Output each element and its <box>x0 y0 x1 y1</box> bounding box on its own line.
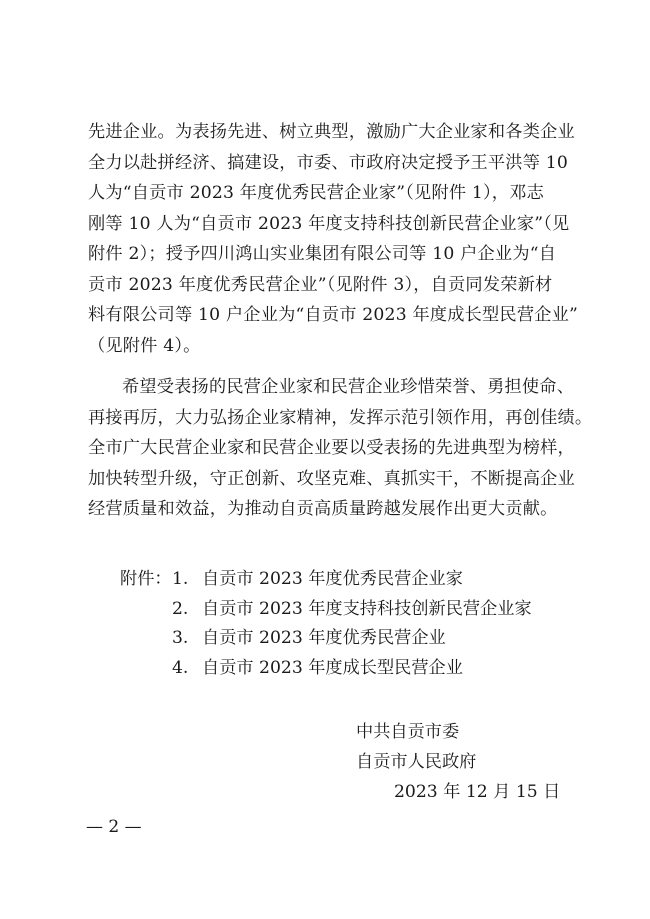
body-line: （见附件 4）。 <box>88 335 201 356</box>
attachment-title: 自贡市 2023 年度优秀民营企业 <box>202 628 446 648</box>
attachment-item <box>120 595 532 625</box>
body-line: 希望受表扬的民营企业家和民营企业珍惜荣誉、勇担使命、 <box>122 377 575 397</box>
attachments-label: 附件： <box>120 569 172 589</box>
body-line: 人为“自贡市 2023 年度优秀民营企业家”（见附件 1），邓志 <box>88 183 544 203</box>
attachment-title: 自贡市 2023 年度成长型民营企业 <box>202 657 463 678</box>
body-line: 贡市 2023 年度优秀民营企业”（见附件 3），自贡同发荣新材 <box>88 274 553 295</box>
signature-org-party: 中共自贡市委 <box>356 722 460 742</box>
attachment-number: 3. <box>172 628 189 648</box>
body-line: 刚等 10 人为“自贡市 2023 年度支持科技创新民营企业家”（见 <box>88 213 570 234</box>
body-line: 加快转型升级，守正创新、攻坚克难、真抓实干，不断提高企业 <box>88 468 575 489</box>
attachment-item <box>120 654 532 684</box>
signature-block <box>356 717 560 807</box>
attachment-number: 2. <box>172 598 189 619</box>
body-line: 全力以赴拼经济、搞建设，市委、市政府决定授予王平洪等 10 <box>88 152 569 173</box>
document-body <box>88 117 593 525</box>
attachment-number: 1. <box>172 569 189 589</box>
signature-date: 2023 年 12 月 15 日 <box>394 782 561 802</box>
body-line: 先进企业。为表扬先进、树立典型，激励广大企业家和各类企业 <box>88 122 575 142</box>
body-line: 附件 2）；授予四川鸿山实业集团有限公司等 10 户企业为“自 <box>88 244 557 264</box>
page-number: — 2 — <box>86 817 142 837</box>
body-line: 料有限公司等 10 户企业为“自贡市 2023 年度成长型民营企业” <box>88 305 578 325</box>
attachment-title: 自贡市 2023 年度优秀民营企业家 <box>202 569 463 589</box>
paragraph-gap <box>88 361 588 372</box>
attachment-number: 4. <box>172 657 189 678</box>
attachments-list <box>120 565 532 683</box>
attachment-title: 自贡市 2023 年度支持科技创新民营企业家 <box>202 598 532 619</box>
attachment-item <box>120 565 532 595</box>
body-line: 全市广大民营企业家和民营企业要以受表扬的先进典型为榜样， <box>88 438 575 458</box>
attachment-item <box>120 624 532 654</box>
signature-org-government: 自贡市人民政府 <box>356 752 477 772</box>
body-line: 再接再厉，大力弘扬企业家精神，发挥示范引领作用，再创佳绩。 <box>88 407 593 428</box>
body-line: 经营质量和效益，为推动自贡高质量跨越发展作出更大贡献。 <box>88 499 558 519</box>
